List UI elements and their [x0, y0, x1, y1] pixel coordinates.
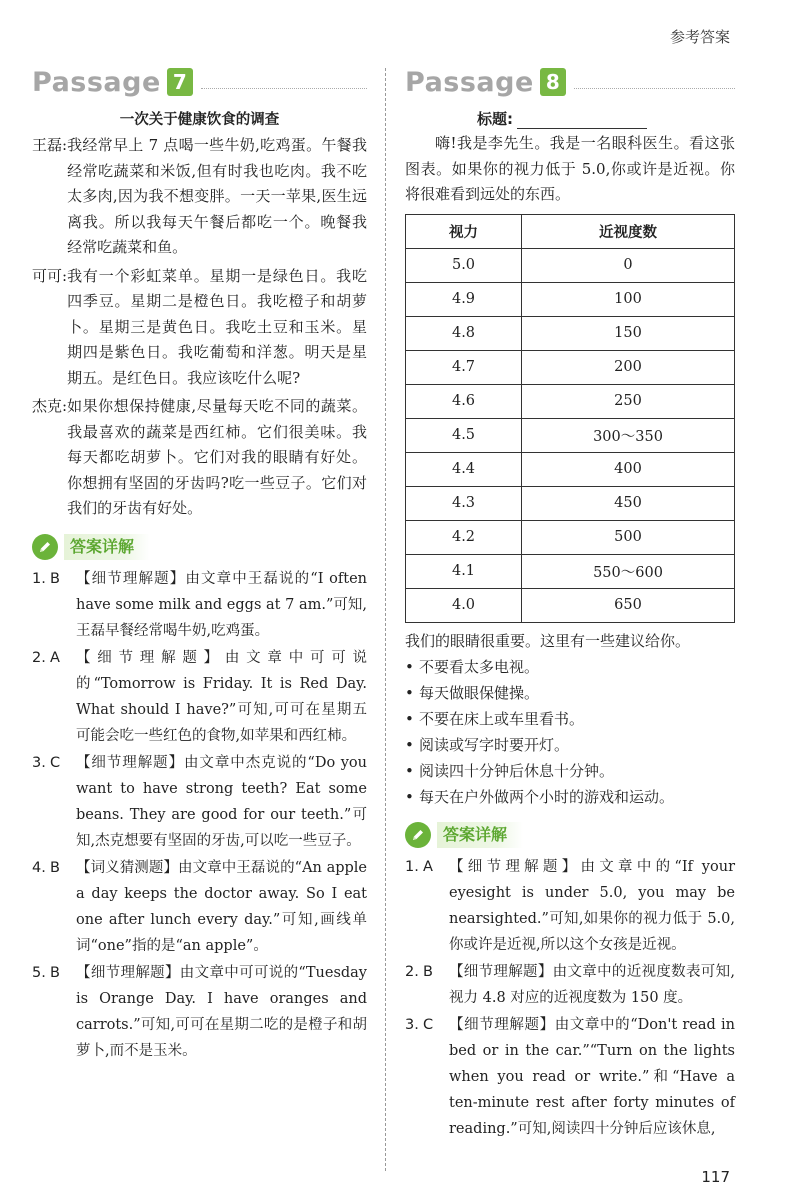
right-column: [405, 60, 735, 1143]
speaker-name: 杰克:: [32, 397, 68, 415]
advice-intro: 我们的眼睛很重要。这里有一些建议给你。: [405, 631, 691, 650]
table-cell: 4.5: [406, 418, 522, 452]
passage-word: Passage: [32, 66, 161, 98]
answer-number: 3.: [32, 754, 46, 771]
column-header: 视力: [406, 214, 522, 248]
speaker-name: 王磊:: [32, 136, 68, 154]
table-cell: 650: [522, 588, 735, 622]
table-cell: 100: [522, 282, 735, 316]
table-row: [406, 486, 735, 520]
answer-letter: A: [423, 859, 433, 875]
answer-letter: A: [50, 649, 60, 666]
table-cell: 4.6: [406, 384, 522, 418]
heading-dotted-line: [574, 88, 735, 89]
passage-7-heading: [32, 60, 367, 104]
speaker-name: 可可:: [32, 266, 68, 285]
table-cell: 450: [522, 486, 735, 520]
answer-letter: C: [50, 754, 61, 771]
left-column: [32, 60, 367, 1065]
answer-heading: [32, 534, 367, 560]
title-blank-line: [517, 114, 647, 129]
pencil-circle-icon: [32, 534, 58, 560]
table-cell: 500: [522, 520, 735, 554]
answer-number: 4.: [32, 859, 46, 876]
eyesight-table: [405, 214, 735, 623]
table-header-row: [406, 214, 735, 248]
page-number: 117: [701, 1168, 730, 1186]
answer-item: [32, 750, 367, 854]
table-cell: 250: [522, 384, 735, 418]
table-row: [406, 588, 735, 622]
answer-text: 【词义猜测题】由文章中王磊说的“An apple a day keeps the doctor away. So I eat one after lunch every day.”可知,画线单词“one”指的是“an apple”。: [76, 859, 367, 954]
answer-text: 【细节理解题】由文章中可可说的“Tuesday is Orange Day. I have oranges and carrots.”可知,可可在星期二吃的是橙子和胡萝卜,而不是玉米。: [76, 964, 367, 1059]
pencil-circle-icon: [405, 822, 431, 848]
table-cell: 4.0: [406, 588, 522, 622]
table-cell: 4.4: [406, 452, 522, 486]
intro-paragraph: 嗨!我是李先生。我是一名眼科医生。看这张图表。如果你的视力低于 5.0,你或许是近视。你将很难看到远处的东西。: [405, 134, 735, 203]
speaker-text: 如果你想保持健康,尽量每天吃不同的蔬菜。我最喜欢的蔬菜是西红柿。它们很美味。我每天都吃胡萝卜。它们对我的眼睛有好处。你想拥有坚固的牙齿吗?吃一些豆子。它们对我们的牙齿有好处。: [67, 397, 367, 517]
answer-list: [405, 854, 735, 1142]
table-cell: 400: [522, 452, 735, 486]
advice-item: • 不要看太多电视。: [405, 654, 735, 680]
answer-letter: C: [423, 1017, 434, 1033]
answer-text: 【细节理解题】由文章中杰克说的“Do you want to have strong teeth? Eat some beans. They are good for our teeth.”可知,杰克想要有坚固的牙齿,可以吃一些豆子。: [76, 754, 367, 849]
table-row: [406, 418, 735, 452]
passage-word: Passage: [405, 66, 534, 98]
table-cell: 4.8: [406, 316, 522, 350]
answer-heading: [405, 822, 735, 848]
table-cell: 300～350: [522, 418, 735, 452]
answer-item: [32, 566, 367, 644]
title-label: 标题:: [477, 110, 513, 128]
answer-item: [405, 854, 735, 958]
passage-number-badge: 7: [167, 68, 193, 96]
column-header: 近视度数: [522, 214, 735, 248]
speaker-block: [32, 264, 367, 392]
column-divider: [385, 68, 386, 1171]
table-cell: 4.7: [406, 350, 522, 384]
answer-heading-label: 答案详解: [64, 534, 150, 560]
table-cell: 550～600: [522, 554, 735, 588]
answer-item: [405, 959, 735, 1011]
advice-item: • 每天在户外做两个小时的游戏和运动。: [405, 784, 735, 810]
answer-text: 【细节理解题】由文章中可可说的“Tomorrow is Friday. It is Red Day. What should I have?”可知,可可在星期五可能会吃一些红色的食物,如苹果和西红柿。: [76, 649, 367, 744]
table-row: [406, 248, 735, 282]
speaker-block: [32, 133, 367, 261]
speaker-text: 我经常早上 7 点喝一些牛奶,吃鸡蛋。午餐我经常吃蔬菜和米饭,但有时我也吃肉。我不吃太多肉,因为我不想变胖。一天一苹果,医生远离我。所以我每天午餐后都吃一个。晚餐我经常吃蔬菜和鱼。: [67, 136, 367, 256]
answer-number: 3.: [405, 1017, 419, 1033]
table-cell: 4.2: [406, 520, 522, 554]
title-blank: [477, 108, 735, 129]
answer-list: [32, 566, 367, 1064]
table-row: [406, 554, 735, 588]
table-row: [406, 452, 735, 486]
answer-text: 【细节理解题】由文章中的“Don't read in bed or in the car.”“Turn on the lights when you read or write.”和“Have a ten-minute rest after forty minutes of reading.”可知,阅读四十分钟后应该休息,: [449, 1017, 735, 1137]
answer-letter: B: [50, 570, 60, 587]
passage-8-heading: [405, 60, 735, 104]
answer-item: [405, 1012, 735, 1142]
passage-number-badge: 8: [540, 68, 566, 96]
answer-number: 1.: [32, 570, 46, 587]
table-cell: 4.3: [406, 486, 522, 520]
answer-number: 5.: [32, 964, 46, 981]
answer-item: [32, 855, 367, 959]
heading-dotted-line: [201, 88, 367, 89]
answer-letter: B: [50, 859, 60, 876]
answer-text: 【细节理解题】由文章中的近视度数表可知,视力 4.8 对应的近视度数为 150 度。: [449, 964, 735, 1006]
answer-letter: B: [423, 964, 433, 980]
answer-text: 【细节理解题】由文章中的“If your eyesight is under 5.0, you may be nearsighted.”可知,如果你的视力低于 5.0,你或许是近视,所以这个女孩是近视。: [449, 859, 735, 953]
table-cell: 150: [522, 316, 735, 350]
table-cell: 4.1: [406, 554, 522, 588]
table-row: [406, 282, 735, 316]
table-row: [406, 316, 735, 350]
advice-item: • 阅读或写字时要开灯。: [405, 732, 735, 758]
answer-item: [32, 645, 367, 749]
answer-number: 1.: [405, 859, 419, 875]
advice-item: • 阅读四十分钟后休息十分钟。: [405, 758, 735, 784]
speaker-list: [32, 133, 367, 522]
passage-title: 一次关于健康饮食的调查: [119, 112, 280, 128]
answer-letter: B: [50, 964, 60, 981]
header-label: 参考答案: [669, 28, 730, 46]
answer-text: 【细节理解题】由文章中王磊说的“I often have some milk and eggs at 7 am.”可知,王磊早餐经常喝牛奶,吃鸡蛋。: [76, 570, 367, 639]
speaker-text: 我有一个彩虹菜单。星期一是绿色日。我吃四季豆。星期二是橙色日。我吃橙子和胡萝卜。星期三是黄色日。我吃土豆和玉米。星期四是紫色日。我吃葡萄和洋葱。明天是星期五。是红色日。我应该吃什么呢?: [67, 266, 367, 387]
advice-item: • 每天做眼保健操。: [405, 680, 735, 706]
advice-item: • 不要在床上或车里看书。: [405, 706, 735, 732]
speaker-block: [32, 394, 367, 522]
answer-item: [32, 960, 367, 1064]
table-cell: 200: [522, 350, 735, 384]
table-cell: 0: [522, 248, 735, 282]
table-row: [406, 350, 735, 384]
table-cell: 4.9: [406, 282, 522, 316]
table-row: [406, 520, 735, 554]
table-row: [406, 384, 735, 418]
advice-list: [405, 654, 735, 810]
answer-number: 2.: [32, 649, 46, 666]
table-cell: 5.0: [406, 248, 522, 282]
answer-number: 2.: [405, 964, 419, 980]
answer-heading-label: 答案详解: [437, 822, 523, 848]
